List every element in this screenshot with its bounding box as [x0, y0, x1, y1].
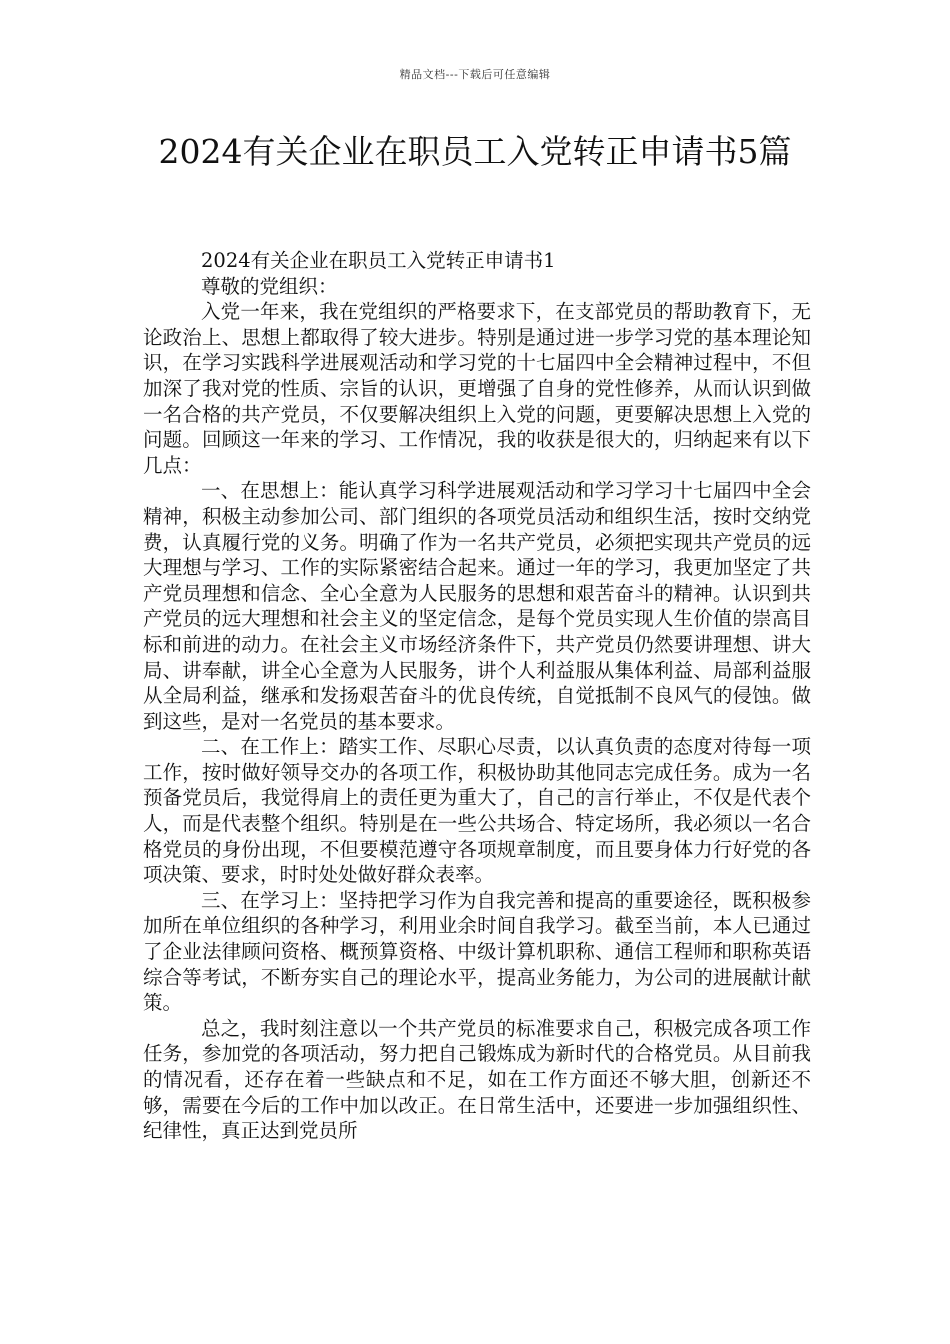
- paragraph-work: 二、在工作上：踏实工作、尽职心尽责，以认真负责的态度对待每一项工作，按时做好领导交办的各项工作，积极协助其他同志完成任务。成为一名预备党员后，我觉得肩上的责任更为重大了，自己的言行举止，不仅是代表个人，而是代表整个组织。特别是在一些公共场合、特定场所，我必须以一名合格党员的身份出现，不但要模范遵守各项规章制度，而且要身体力行好党的各项决策、要求，时时处处做好群众表率。: [143, 735, 811, 887]
- salutation: 尊敬的党组织：: [201, 274, 338, 298]
- paragraph-study: 三、在学习上：坚持把学习作为自我完善和提高的重要途径，既积极参加所在单位组织的各种学习，利用业余时间自我学习。截至当前，本人已通过了企业法律顾问资格、概预算资格、中级计算机职称、通信工程师和职称英语综合等考试，不断夯实自己的理论水平，提高业务能力，为公司的进展献计献策。: [143, 888, 811, 1015]
- header-note: 精品文档---下载后可任意编辑: [399, 68, 551, 81]
- paragraph-ideology: 一、在思想上：能认真学习科学进展观活动和学习学习十七届四中全会精神，积极主动参加公司、部门组织的各项党员活动和组织生活，按时交纳党费，认真履行党的义务。明确了作为一名共产党员，必须把实现共产党员的远大理想与学习、工作的实际紧密结合起来。通过一年的学习，我更加坚定了共产党员理想和信念、全心全意为人民服务的思想和艰苦奋斗的精神。认识到共产党员的远大理想和社会主义的坚定信念，是每个党员实现人生价值的崇高目标和前进的动力。在社会主义市场经济条件下，共产党员仍然要讲理想、讲大局、讲奉献，讲全心全意为人民服务，讲个人利益服从集体利益、局部利益服从全局利益，继承和发扬艰苦奋斗的优良传统，自觉抵制不良风气的侵蚀。做到这些，是对一名党员的基本要求。: [143, 479, 811, 733]
- paragraph-intro: 入党一年来，我在党组织的严格要求下，在支部党员的帮助教育下，无论政治上、思想上都取得了较大进步。特别是通过进一步学习党的基本理论知识，在学习实践科学进展观活动和学习党的十七届四中全会精神过程中，不但加深了我对党的性质、宗旨的认识，更增强了自身的党性修养，从而认识到做一名合格的共产党员，不仅要解决组织上入党的问题，更要解决思想上入党的问题。回顾这一年来的学习、工作情况，我的收获是很大的，归纳起来有以下几点：: [143, 300, 811, 477]
- paragraph-summary: 总之，我时刻注意以一个共产党员的标准要求自己，积极完成各项工作任务，参加党的各项活动，努力把自己锻炼成为新时代的合格党员。从目前我的情况看，还存在着一些缺点和不足，如在工作方面还不够大胆，创新还不够，需要在今后的工作中加以改正。在日常生活中，还要进一步加强组织性、纪律性，真正达到党员所: [143, 1016, 811, 1143]
- document-title: 2024有关企业在职员工入党转正申请书5篇: [158, 132, 792, 171]
- section-heading: 2024有关企业在职员工入党转正申请书1: [201, 249, 556, 272]
- document-body: [143, 248, 811, 1144]
